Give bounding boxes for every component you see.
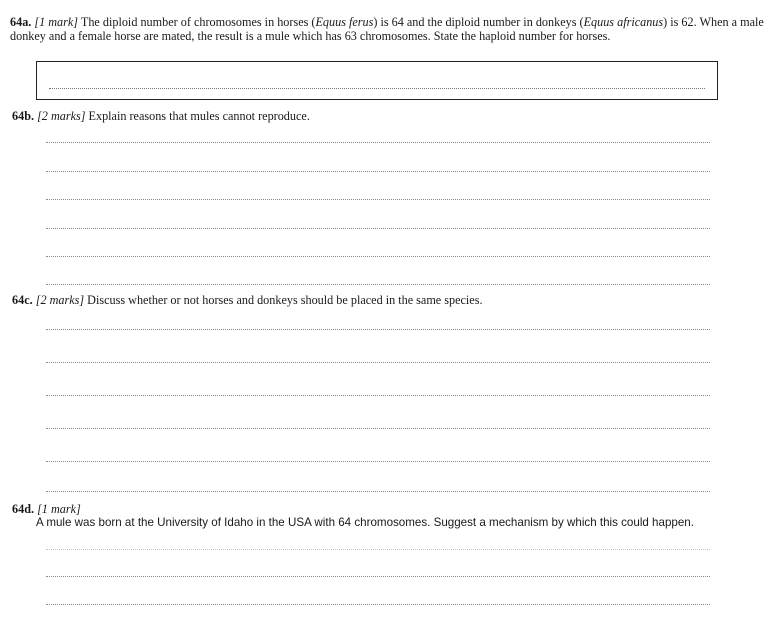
answer-line[interactable] <box>46 199 710 200</box>
answer-line[interactable] <box>46 329 710 330</box>
answer-line[interactable] <box>46 362 710 363</box>
answer-line[interactable] <box>49 88 705 89</box>
question-text: ) is 62. When a male donkey and a female horse are mated, the result is a mule which has 63 chromosomes. State the haploid number for horses. <box>10 15 764 43</box>
species-name: Equus ferus <box>315 15 374 29</box>
question-text-64d: A mule was born at the University of Idaho in the USA with 64 chromosomes. Suggest a mechanism by which this could happen. <box>36 516 694 529</box>
question-number: 64b. <box>12 109 35 123</box>
species-name: Equus africanus <box>583 15 664 29</box>
question-64a <box>10 15 766 43</box>
answer-line[interactable] <box>46 142 710 143</box>
marks-label: [1 mark] <box>34 15 79 29</box>
answer-line[interactable] <box>46 228 710 229</box>
answer-line[interactable] <box>46 428 710 429</box>
marks-label: [1 mark] <box>37 502 81 516</box>
answer-box-64a[interactable] <box>36 61 718 100</box>
question-text: The diploid number of chromosomes in horses ( <box>78 15 316 29</box>
question-text: Explain reasons that mules cannot reproduce. <box>85 109 310 123</box>
answer-line[interactable] <box>46 576 710 577</box>
answer-line[interactable] <box>46 549 710 550</box>
question-number: 64c. <box>12 293 33 307</box>
marks-label: [2 marks] <box>35 293 85 307</box>
answer-line[interactable] <box>46 395 710 396</box>
answer-line[interactable] <box>46 171 710 172</box>
question-number: 64a. <box>10 15 32 29</box>
answer-line[interactable] <box>46 461 710 462</box>
answer-line[interactable] <box>46 491 710 492</box>
question-text: Discuss whether or not horses and donkeys should be placed in the same species. <box>84 293 483 307</box>
answer-line[interactable] <box>46 284 710 285</box>
answer-line[interactable] <box>46 604 710 605</box>
marks-label: [2 marks] <box>37 109 86 123</box>
question-text: ) is 64 and the diploid number in donkeys ( <box>373 15 584 29</box>
question-64d <box>12 502 762 516</box>
question-number: 64d. <box>12 502 35 516</box>
question-64b <box>12 109 762 123</box>
answer-line[interactable] <box>46 256 710 257</box>
question-64c <box>12 293 762 307</box>
